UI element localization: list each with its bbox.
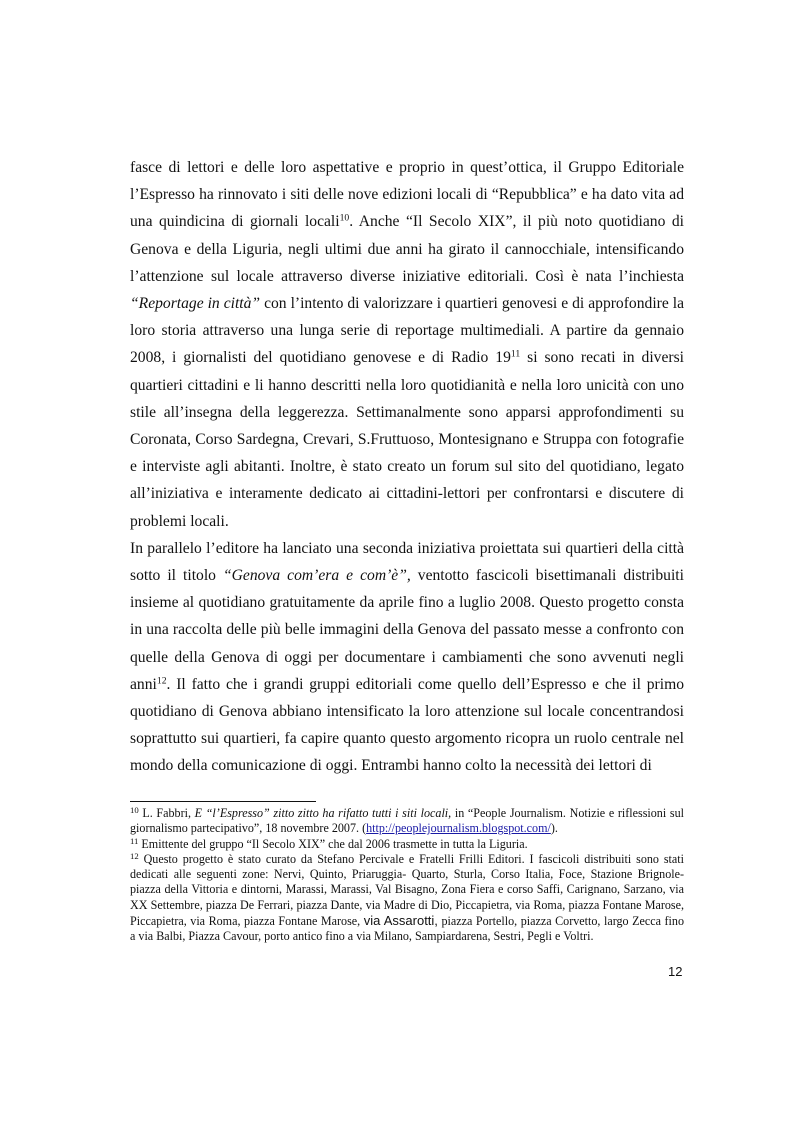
footnote-text: ). [550,821,558,836]
footnote-mark: 11 [130,835,139,846]
footnote-ref-10[interactable]: 10 [339,213,350,225]
text-run: In parallelo l’editore ha lanciato una seconda iniziativa proiettata sui quartieri della città sotto il titolo [130,539,684,585]
footnote-text: via Assarotti, [363,913,438,929]
footnote-ref-11[interactable]: 11 [510,349,521,361]
footnote-link[interactable]: http://peoplejournalism.blogspot.com/ [366,821,551,836]
footnote-11 [130,837,684,852]
footnote-text: in “People Journalism. Notizie e riflessioni sul giornalismo partecipativo”, 18 novembre 2007. ( [130,806,684,836]
italic-title: “Genova com’era e com’è”, [222,567,411,585]
page-number: 12 [668,964,683,979]
text-run: . Anche “Il Secolo XIX”, il più noto quotidiano di Genova e della Liguria, negli ultimi due anni ha girato il cannocchiale, intensificando l’attenzione sul locale attraverso diverse iniziative editoriali. Così è nata l’inchiesta [130,213,685,285]
text-run: ventotto fascicoli bisettimanali distribuiti insieme al quotidiano gratuitamente da aprile fino a luglio 2008. Questo progetto consta in una raccolta delle più belle immagini della Genova del passato messe a confronto con quelle della Genova di oggi per documentare i cambiamenti che sono avvenuti negli anni [130,567,684,693]
text-run: fasce di lettori e delle loro aspettative e proprio in quest’ottica, il Gruppo Editoriale l’Espresso ha rinnovato i siti delle nove edizioni locali di “Repubblica” e ha dato vita ad una quindicina di giornali locali [130,159,684,231]
footnote-text: piazza Portello, piazza Corvetto, largo Zecca fino a via Balbi, Piazza Cavour, porto antico fino a via Milano, Sampiardarena, Sestri, Pegli e Voltri. [130,914,684,944]
paragraph-1 [130,154,684,535]
footnote-10 [130,806,684,837]
paragraph-2 [130,535,684,780]
footnote-italic-title: E “l’Espresso” zitto zitto ha rifatto tutti i siti locali, [194,806,452,820]
text-run: si sono recati in diversi quartieri cittadini e li hanno descritti nella loro quotidianità e nella loro unicità con uno stile all’insegna della leggerezza. Settimanalmente sono apparsi approfondimenti su Coronata, Corso Sardegna, Crevari, S.Fruttuoso, Montesignano e Struppa con fotografie e interviste agli abitanti. Inoltre, è stato creato un forum sul sito del quotidiano, legato all’iniziativa e interamente dedicato ai cittadini-lettori per confrontarsi e discutere di problemi locali. [130,349,684,530]
footnote-text: L. Fabbri, [138,806,195,820]
body-text [130,154,684,780]
footnote-separator [130,801,316,802]
text-run: . Il fatto che i grandi gruppi editoriali come quello dell’Espresso e che il primo quotidiano di Genova abbiano intensificato la loro attenzione sul locale concentrandosi soprattutto sui quartieri, fa capire quanto questo argomento ricopra un ruolo centrale nel mondo della comunicazione di oggi. Entrambi hanno colto la necessità dei lettori di [130,675,684,775]
footnote-mark: 10 [130,805,139,816]
footnote-text: Emittente del gruppo “Il Secolo XIX” che dal 2006 trasmette in tutta la Liguria. [138,836,528,851]
footnote-text: Questo progetto è stato curato da Stefano Percivale e Fratelli Frilli Editori. I fascicoli distribuiti sono stati dedicati alle seguenti zone: Nervi, Quinto, Priaruggia- Quarto, Sturla, Corso Italia, Foce, Stazione Brignole- piazza della Vittoria e dintorni, Marassi, Marassi, Val Bisagno, Zona Fiera e corso Saffi, Carignano, Sarzano, via XX Settembre, piazza De Ferrari, piazza Dante, via Madre di Dio, Piccapietra, via Roma, piazza Fontane Marose, Piccapietra, via Roma, piazza Fontane Marose, [130,851,684,929]
italic-title: “Reportage in città” [130,295,261,313]
text-run: con l’intento di valorizzare i quartieri genovesi e di approfondire la loro storia attraverso una lunga serie di reportage multimediali. A partire da gennaio 2008, i giornalisti del quotidiano genovese e di Radio 19 [130,295,684,367]
footnote-12 [130,852,684,945]
footnote-mark: 12 [130,850,139,861]
footnote-ref-12[interactable]: 12 [156,675,167,687]
footnotes [130,806,684,945]
